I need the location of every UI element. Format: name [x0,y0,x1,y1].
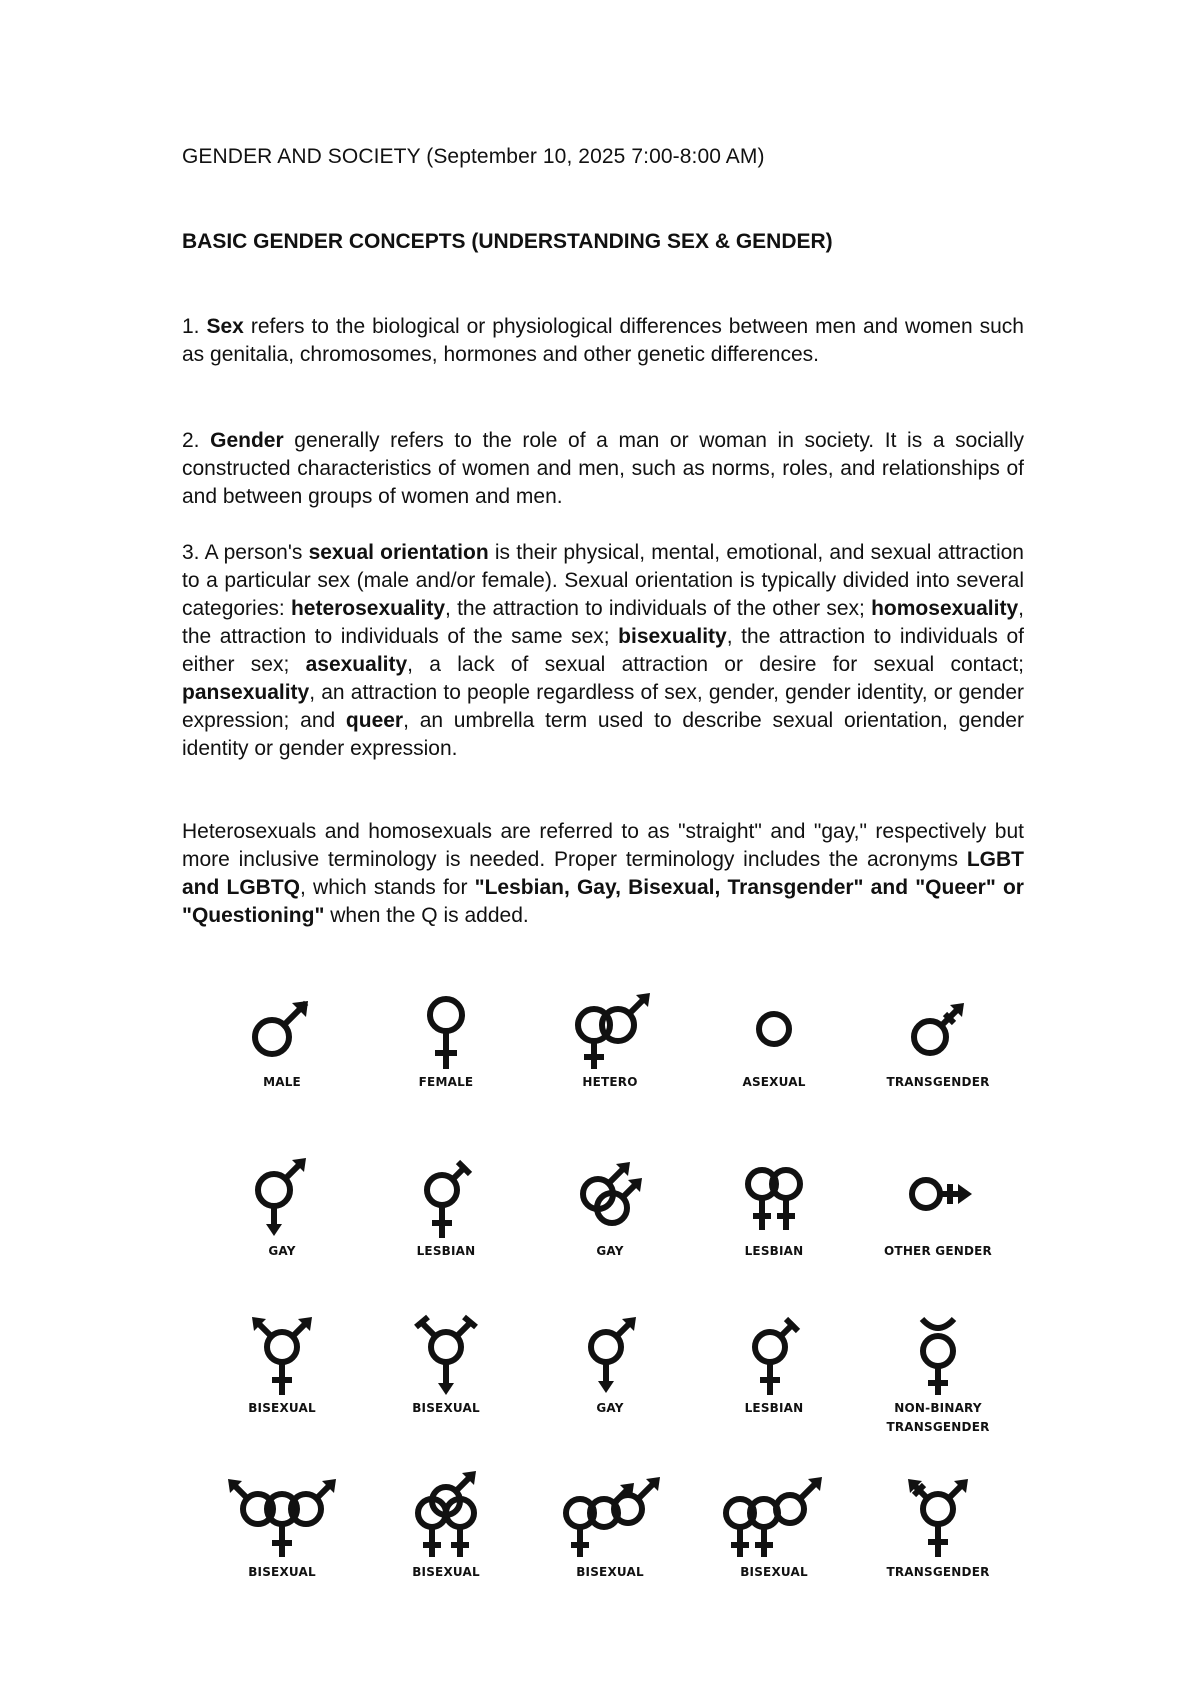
hetero-symbol-icon [550,985,670,1073]
gender-symbols-grid [200,985,1020,1625]
gay-double-male-symbol-icon [550,1150,670,1242]
asexual-symbol-icon [714,985,834,1073]
bisexual-female-pair-symbol-icon [386,1463,506,1563]
symbol-label: BISEXUAL [740,1565,808,1579]
symbol-cell [200,1463,364,1582]
symbol-label: BISEXUAL [412,1401,480,1415]
symbol-label: BISEXUAL [576,1565,644,1579]
paragraph-sexual-orientation [182,539,1024,763]
paragraph-text: Heterosexuals and homosexuals are referred to as "straight" and "gay," respectively but more inclusive terminology is needed. Proper terminology includes the acronyms [182,820,1024,871]
symbol-cell [200,985,364,1092]
section-heading: BASIC GENDER CONCEPTS (UNDERSTANDING SEX & GENDER) [182,230,833,253]
symbol-label: TRANSGENDER [886,1565,990,1579]
paragraph-sex-definition [182,313,1024,369]
symbol-cell [692,985,856,1092]
symbol-cell [856,1307,1020,1437]
symbol-cell [364,1463,528,1582]
symbol-cell [856,1150,1020,1261]
term-bisexuality: bisexuality [618,625,727,648]
symbol-cell [364,1307,528,1418]
list-number: 2. [182,429,211,452]
gay-arrow-symbol-icon [550,1307,670,1399]
term-lgbtq-expansion: "Lesbian, Gay, Bisexual, Transgender" and "Queer" or "Questioning" [182,876,1024,927]
symbol-label: FEMALE [418,1075,474,1089]
paragraph-text: when the Q is added. [324,904,529,927]
document-title: GENDER AND SOCIETY (September 10, 2025 7:00-8:00 AM) [182,145,765,168]
symbol-label: BISEXUAL [248,1565,316,1579]
symbol-label: HETERO [582,1075,638,1089]
symbol-label: TRANSGENDER [886,1075,990,1089]
term-sexual-orientation: sexual orientation [308,541,489,564]
bisexual-symbol-icon [222,1307,342,1399]
paragraph-text: , a lack of sexual attraction or desire for sexual contact; [407,653,1024,676]
term-gender: Gender [210,429,284,452]
male-symbol-icon [222,985,342,1073]
term-homosexuality: homosexuality [871,597,1019,620]
term-sex: Sex [206,315,244,338]
symbol-label: GAY [596,1401,624,1415]
symbol-cell [692,1463,856,1582]
paragraph-text: , an attraction to people regardless of sex, gender, gender identity, or gender expression; and [182,681,1024,732]
lesbian-symbol-icon [386,1150,506,1242]
symbol-cell [528,1463,692,1582]
transgender-full-symbol-icon [878,1463,998,1563]
symbol-label: OTHER GENDER [884,1244,992,1258]
term-queer: queer [345,709,404,732]
symbol-label: GAY [268,1244,296,1258]
term-pansexuality: pansexuality [182,681,310,704]
term-lgbt-lgbtq: LGBT and LGBTQ [182,848,1024,899]
lesbian-double-female-symbol-icon [714,1150,834,1242]
symbol-label: LESBIAN [416,1244,476,1258]
term-asexuality: asexuality [305,653,408,676]
symbol-label: ASEXUAL [742,1075,806,1089]
bisexual-triple-symbol-icon [212,1463,352,1563]
paragraph-text: generally refers to the role of a man or woman in society. It is a socially constructed characteristics of women and men, such as norms, roles, and relationships of and between groups of women and men. [182,429,1024,508]
symbol-label: BISEXUAL [412,1565,480,1579]
paragraph-text: , an umbrella term used to describe sexual orientation, gender identity or gender expression. [182,709,1024,760]
lesbian-cross-symbol-icon [714,1307,834,1399]
symbol-label: GAY [596,1244,624,1258]
symbol-cell [692,1307,856,1418]
transgender-symbol-icon [878,985,998,1073]
paragraph-text: , the attraction to individuals of the other sex; [445,597,872,620]
symbol-label: NON-BINARY TRANSGENDER [886,1401,990,1434]
symbol-cell [856,1463,1020,1582]
symbol-cell [364,985,528,1092]
symbol-cell [528,1150,692,1261]
paragraph-text: , which stands for [300,876,475,899]
paragraph-gender-definition [182,427,1024,511]
non-binary-transgender-symbol-icon [878,1307,998,1399]
bisexual-cross-symbol-icon [386,1307,506,1399]
term-heterosexuality: heterosexuality [290,597,446,620]
other-gender-symbol-icon [878,1150,998,1242]
symbol-cell [528,1307,692,1418]
symbol-cell [528,985,692,1092]
paragraph-text: , the attraction to individuals of either sex; [182,625,1024,676]
bisexual-two-female-male-symbol-icon [704,1463,844,1563]
symbol-label: BISEXUAL [248,1401,316,1415]
symbol-cell [692,1150,856,1261]
symbol-label: LESBIAN [744,1401,804,1415]
gay-symbol-icon [222,1150,342,1242]
paragraph-text: refers to the biological or physiological differences between men and women such as genitalia, chromosomes, hormones and other genetic differences. [182,315,1024,366]
symbol-cell [200,1307,364,1418]
symbol-label: LESBIAN [744,1244,804,1258]
symbol-cell [200,1150,364,1261]
bisexual-mixed-symbol-icon [540,1463,680,1563]
paragraph-text: is their physical, mental, emotional, and sexual attraction to a particular sex (male and/or female). Sexual orientation is typically divided into several categories: [182,541,1024,620]
symbol-label: MALE [263,1075,301,1089]
paragraph-terminology [182,818,1024,930]
female-symbol-icon [386,985,506,1073]
symbol-cell [856,985,1020,1092]
symbol-cell [364,1150,528,1261]
paragraph-text: 3. A person's [182,541,309,564]
paragraph-text: , the attraction to individuals of the same sex; [182,597,1024,648]
list-number: 1. [182,315,207,338]
